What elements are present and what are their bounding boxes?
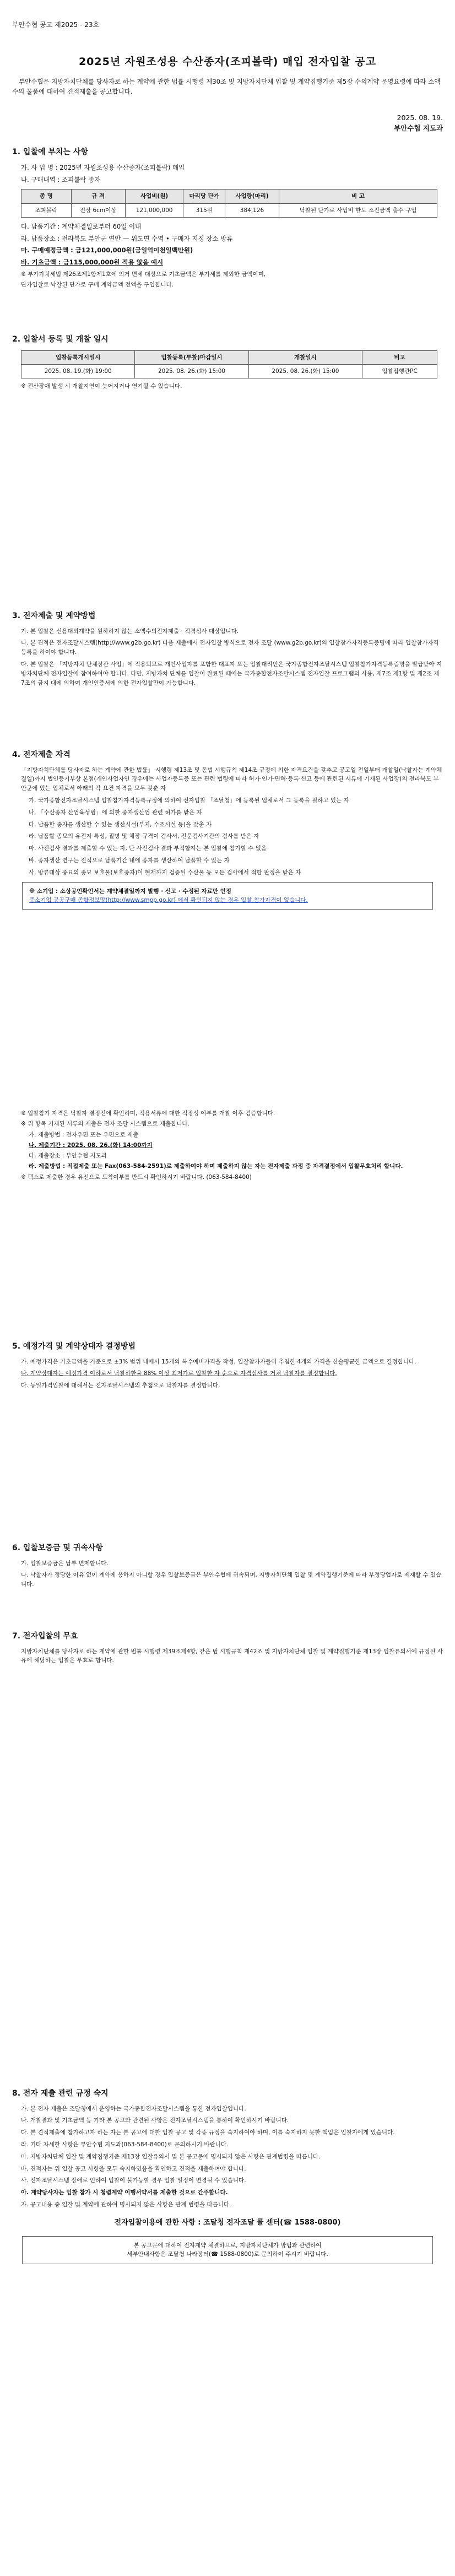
s4-item-a: 가. 국가종합전자조달시스템 입찰참가자격등록규정에 의하여 전자입찰 「조달청」에 등록된 업체로서 그 등록을 필하고 있는 자 [29,797,349,804]
col-quantity: 사업량(마리) [225,190,279,203]
col-spec: 규 격 [71,190,125,203]
sme-notice-line-1: ※ 소기업 : 소상공인확인서는 계약체결일까지 발행 · 신고 · 수정된 자료만 인정 [29,887,231,895]
vat-note-2: 단가입찰로 낙찰된 단가로 구매 계약금액 전액을 구입합니다. [21,282,174,289]
section-2-heading: 2. 입찰서 등록 및 개찰 일시 [12,335,109,344]
schedule-note: ※ 전산장애 발생 시 개찰지연이 늦어지거나 연기될 수 있습니다. [21,383,182,390]
s3-item-b: 나. 본 견적은 전자조달시스템(http://www.g2b.go.kr) 다음 제출에서 전자입찰 방식으로 전자 조달 (www.g2b.go.kr)의 입찰참가자격등록증명에 따라 입찰참가자격 등록을 하여야 합니다. [21,640,439,656]
date-block [0,112,455,134]
section-3-heading: 3. 전자제출 및 계약방법 [12,611,96,620]
s4-item-e: 마. 사전검사 결과를 제출할 수 있는 자, 단 사전검사 결과 부적합자는 본 입찰에 참가할 수 없음 [29,845,267,852]
sme-notice-line-2: 중소기업 공공구매 종합정보망(http://www.smpp.go.kr) 에서 확인되지 않는 경우 입찰 참가자격이 없습니다. [29,896,308,903]
schedule-table-header [21,350,437,364]
fax-note: ※ 팩스로 제출한 경우 유선으로 도착여부를 반드시 확인하시기 바랍니다. (063-584-8400) [21,1173,252,1181]
col-budget: 사업비(원) [125,190,183,203]
col-species: 종 명 [21,190,72,203]
s3-item-a: 가. 본 입찰은 신용대외계약을 원하하지 않는 소액수의전자제출 · 적격심사 대상입니다. [21,627,239,635]
section-8-heading: 8. 전자 제출 관련 규정 숙지 [12,2089,109,2098]
s7-text: 지방자치단체를 당사자로 하는 계약에 관한 법률 시행령 제39조제4항, 같은 법 시행규칙 제42조 및 지방자치단체 입찰 및 계약집행기준 제13장 입찰유의서에 규정된 사유에 해당하는 입찰은 무효로 합니다. [21,1648,443,1664]
section-4 [0,749,455,910]
cell-species: 조피볼락 [21,203,72,217]
s5-item-a: 가. 예정가격은 기초금액을 기준으로 ±3% 범위 내에서 15개의 복수예비가격을 작성, 입찰참가자들이 추첨한 4개의 가격을 산술평균한 금액으로 결정합니다. [21,1358,416,1365]
s4-intro: 「지방자치단체를 당사자로 하는 계약에 관한 법률」 시행령 제13조 및 동법 시행규칙 제14조 규정에 의한 자격요건을 갖추고 공고일 전일부터 개찰일(낙찰자는 계약체결일)까지 법인등기부상 본점(개인사업자인 경우에는 사업자등록증 또는 관련 법령에 따라 허가·인가·면허·등록·신고 등에 관련된 서류에 기재된 사업장)의 전라북도 부안군에 있는 업체로서 아래의 각 요건 자격을 모두 갖춘 자 [21,766,442,792]
purchase-table [21,189,437,218]
purchase-item: 나. 구매내역 : 조피볼락 종자 [21,175,101,183]
project-name: 가. 사 업 명 : 2025년 자원조성용 수산종자(조피볼락) 매입 [21,163,185,171]
s8-item-c: 다. 본 견적제출에 참가하고자 하는 자는 본 공고에 대한 입찰 공고 및 각종 규정을 숙지하여야 하며, 이를 숙지하지 못한 책임은 입찰자에게 있습니다. [21,2129,395,2136]
cell-note: 입찰집행관PC [362,364,437,378]
s8-item-h: 아. 계약당사자는 입찰 참가 시 청렴계약 이행서약서를 제출한 것으로 간주합니다. [21,2189,228,2196]
section-7 [0,1631,455,1668]
notice-org: 부안수협 지도과 [394,124,443,133]
notice-number: 부안수협 공고 제2025 - 23호 [12,21,100,29]
section-1-heading: 1. 입찰에 부치는 사항 [12,148,88,156]
helpdesk-line: 전자입찰이용에 관한 사항 : 조달청 전자조달 콜 센터(☎ 1588-0800) [114,2218,341,2227]
table-row [21,203,437,217]
section-4-submission [0,1107,455,1183]
cell-unit-price: 315원 [183,203,225,217]
s8-item-f: 바. 견적자는 위 입찰 공고 사항을 모두 숙지하였음을 확인하고 견적을 제출하여야 합니다. [21,2165,246,2172]
cell-opening: 2025. 08. 26.(화) 15:00 [248,364,362,378]
vat-note-1: ※ 부가가치세법 제26조제1항제1호에 의거 면세 대상으로 기초금액은 부가세를 제외한 금액이며, [21,271,266,278]
section-7-heading: 7. 전자입찰의 무효 [12,1632,78,1641]
footer-box [22,2236,433,2264]
s8-item-i: 자. 공고내용 중 입찰 및 계약에 관하여 명시되지 않은 사항은 관계 법령을 따릅니다. [21,2201,231,2209]
sme-notice-box [22,882,433,910]
section-6 [0,1543,455,1592]
qualification-note-1: ※ 입찰참가 자격은 낙찰자 결정전에 확인하며, 적용서류에 대한 적정성 여부를 개찰 이후 검증합니다. [21,1110,275,1117]
s6-item-b: 나. 낙찰자가 정당한 이유 없이 계약에 응하지 아니할 경우 입찰보증금은 부안수협에 귀속되며, 지방자치단체 입찰 및 계약집행기준에 따라 부정당업자로 제재할 수 있습니다. [21,1572,442,1588]
col-unit-price: 마리당 단가 [183,190,225,203]
s5-item-b: 나. 계약상대자는 예정가격 이하로서 낙찰하한율 88% 이상 최저가로 입찰한 자 순으로 자격심사를 거쳐 낙찰자를 결정합니다. [21,1370,337,1377]
delivery-period: 다. 납품기간 : 계약체결일로부터 60일 이내 [21,222,142,230]
s4-item-g: 사. 방류대상 종묘의 종묘 보호물(보호종자)이 현재까지 검증된 수산물 등 모든 검사에서 적합 판정을 받은 자 [29,869,301,876]
section-5-heading: 5. 예정가격 및 계약상대자 결정방법 [12,1342,136,1351]
table-row [21,364,437,378]
col-opening: 개찰일시 [248,350,362,364]
intro-text: 부안수협은 지방자치단체를 당사자로 하는 계약에 관한 법률 시행령 제30조 및 지방자치단체 입찰 및 계약집행기준 제5장 수의계약 운영요령에 따라 소액수의 물품에 대하여 견적제출을 공고합니다. [12,78,441,95]
s8-item-e: 마. 지방자치단체 입찰 및 계약집행기준 제13장 입찰유의서 및 본 공고문에 명시되지 않은 사항은 관계법령을 따릅니다. [21,2153,321,2160]
title-block [0,54,455,70]
s8-item-g: 사. 전자조달시스템 장애로 인하여 입찰이 불가능할 경우 입찰 일정이 변경될 수 있습니다. [21,2177,246,2184]
s3-item-c: 다. 본 입찰은 「지방자치 단체장관 사업」에 적용되므로 개인사업자를 포함한 대표자 또는 입찰대리인은 국가종합전자조달시스템 입찰참가자격등록증명을 발급받아 지방자치단체 전자입찰에 참여하여야 합니다. 다만, 지방자치 단체를 입찰이 완료된 때에는 국가종합전자조달시스템 전자입찰 프로그램의 사용, 제7조 제1항 및 제2조 제7조의 금지 대에 의하여 개인인증서에 의한 전자입찰만이 가능합니다. [21,661,442,686]
section-6-heading: 6. 입찰보증금 및 귀속사항 [12,1544,103,1552]
submit-place: 다. 제출장소 : 부안수협 지도과 [29,1152,107,1160]
intro-block [0,77,455,97]
s5-item-c: 다. 동일가격입찰에 대해서는 전자조달시스템의 추첨으로 낙찰자를 결정합니다. [21,1382,220,1389]
cell-spec: 전장 6cm이상 [71,203,125,217]
notice-date: 2025. 08. 19. [397,113,443,122]
qualification-note-2: ※ 위 항목 기재된 서류의 제출은 전자 조달 시스템으로 제출합니다. [21,1121,189,1128]
cell-budget: 121,000,000 [125,203,183,217]
s4-item-d: 라. 납품할 종묘의 유전자 특성, 질병 및 체장 규격이 검사서, 전문검사기관의 검사를 받은 자 [29,833,259,840]
submit-deadline: 나. 제출기간 : 2025. 08. 26.(화) 14:00까지 [29,1141,153,1149]
purchase-table-header [21,190,437,203]
purchase-table-wrap [21,189,437,218]
col-note: 비고 [362,350,437,364]
cell-close: 2025. 08. 26.(화) 15:00 [135,364,248,378]
cell-remark: 낙찰된 단가로 사업비 한도 소진금액 총수 구입 [279,203,437,217]
cell-quantity: 384,126 [225,203,279,217]
section-5 [0,1341,455,1393]
s6-item-a: 가. 입찰보증금은 납부 면제합니다. [21,1560,109,1567]
col-remark: 비 고 [279,190,437,203]
delivery-place: 라. 납품장소 : 전라북도 부안군 연안 — 위도면 수역 • 구매자 지정 장소 방류 [21,234,233,242]
footer-line-2: 세부안내사항은 조달청 나라장터(☎ 1588-0800)로 문의하여 주시기 바랍니다. [127,2251,328,2258]
section-2 [0,334,455,392]
section-1 [0,147,455,291]
col-close: 입찰등록(투찰)마감일시 [135,350,248,364]
planned-amount: 마. 구매예정금액 : 금121,000,000원(금일억이천일백만원) [21,246,193,255]
s4-item-c: 다. 납품할 종자를 생산할 수 있는 생산시설(부지, 수조시설 등)을 갖춘 자 [29,821,212,828]
s8-item-a: 가. 본 전자 제출은 조달청에서 운영하는 국가종합전자조달시스템을 통한 전자입찰입니다. [21,2105,246,2112]
section-3 [0,610,455,690]
col-open: 입찰등록개시일시 [21,350,135,364]
document-title: 2025년 자원조성용 수산종자(조피볼락) 매입 전자입찰 공고 [78,56,377,68]
submit-fax: 라. 제출방법 : 직접제출 또는 Fax(063-584-2591)로 제출하여야 하며 제출하지 않는 자는 전자제출 과정 중 자격결정에서 입찰무효처리 합니다. [29,1163,403,1170]
s4-item-f: 바. 종자생산 연구는 전적으로 납품기간 내에 종자를 생산하여 납품할 수 있는 자 [29,857,230,864]
base-amount: 바. 기초금액 : 금115,000,000원 적용 않음 예시 [21,258,164,267]
notice-header [0,20,455,30]
footer-line-1: 본 공고문에 대하여 전자계약 체결하므로, 지방자치단체가 방법과 관련하여 [133,2242,322,2249]
section-8 [0,2088,455,2264]
s4-item-b: 나. 「수산종자 산업육성법」에 의한 종자생산업 관련 허가를 받은 자 [29,809,202,816]
section-4-heading: 4. 전자제출 자격 [12,750,71,759]
schedule-table [21,350,437,379]
s8-item-d: 라. 기타 자세한 사항은 부안수협 지도과(063-584-8400)로 문의하시기 바랍니다. [21,2141,229,2149]
schedule-table-wrap [21,350,437,379]
s8-item-b: 나. 개찰결과 및 기초금액 등 기타 본 공고와 관련된 사항은 전자조달시스템을 통하여 확인하시기 바랍니다. [21,2117,289,2124]
cell-open: 2025. 08. 19.(화) 19:00 [21,364,135,378]
submit-method: 가. 제출방법 : 전자우편 또는 우편으로 제출 [29,1131,139,1138]
